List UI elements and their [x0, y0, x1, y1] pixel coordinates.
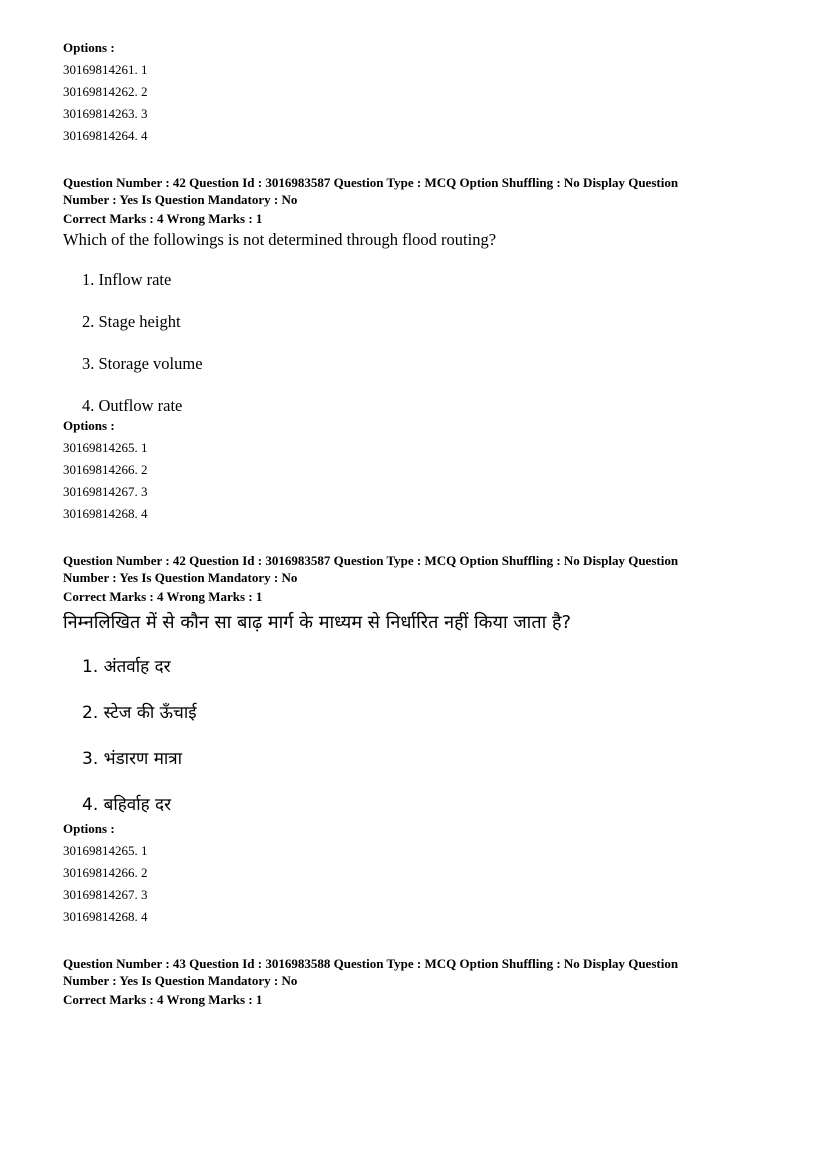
answer-choice: 3. भंडारण मात्रा — [82, 749, 183, 769]
option-id: 30169814268. 4 — [63, 909, 148, 924]
question-text: निम्नलिखित में से कौन सा बाढ़ मार्ग के माध्यम से निर्धारित नहीं किया जाता है? — [63, 612, 572, 633]
options-label: Options : — [63, 418, 115, 433]
answer-choice: 3. Storage volume — [82, 354, 203, 373]
question-text: Which of the followings is not determined through flood routing? — [63, 230, 497, 249]
option-id: 30169814261. 1 — [63, 62, 148, 77]
question-header-line1: Question Number : 42 Question Id : 3016983587 Question Type : MCQ Option Shuffling : No Display Question — [63, 175, 679, 190]
option-id: 30169814267. 3 — [63, 887, 148, 902]
option-id: 30169814268. 4 — [63, 506, 148, 521]
option-id: 30169814266. 2 — [63, 865, 148, 880]
question-marks: Correct Marks : 4 Wrong Marks : 1 — [63, 992, 263, 1007]
option-id: 30169814265. 1 — [63, 843, 148, 858]
answer-choice: 4. बहिर्वाह दर — [82, 795, 172, 815]
answer-choice: 2. स्टेज की ऊँचाई — [82, 703, 197, 723]
answer-choice: 2. Stage height — [82, 312, 181, 331]
option-id: 30169814264. 4 — [63, 128, 148, 143]
answer-choice: 1. अंतर्वाह दर — [82, 657, 171, 677]
option-id: 30169814266. 2 — [63, 462, 148, 477]
question-header-line2: Number : Yes Is Question Mandatory : No — [63, 973, 298, 988]
options-label: Options : — [63, 40, 115, 55]
question-marks: Correct Marks : 4 Wrong Marks : 1 — [63, 211, 263, 226]
options-label: Options : — [63, 821, 115, 836]
answer-choice: 4. Outflow rate — [82, 396, 183, 415]
question-header-line2: Number : Yes Is Question Mandatory : No — [63, 192, 298, 207]
question-marks: Correct Marks : 4 Wrong Marks : 1 — [63, 589, 263, 604]
answer-choice: 1. Inflow rate — [82, 270, 172, 289]
option-id: 30169814265. 1 — [63, 440, 148, 455]
option-id: 30169814262. 2 — [63, 84, 148, 99]
option-id: 30169814267. 3 — [63, 484, 148, 499]
question-header-line1: Question Number : 43 Question Id : 3016983588 Question Type : MCQ Option Shuffling : No Display Question — [63, 956, 679, 971]
question-header-line1: Question Number : 42 Question Id : 3016983587 Question Type : MCQ Option Shuffling : No Display Question — [63, 553, 679, 568]
question-header-line2: Number : Yes Is Question Mandatory : No — [63, 570, 298, 585]
option-id: 30169814263. 3 — [63, 106, 148, 121]
